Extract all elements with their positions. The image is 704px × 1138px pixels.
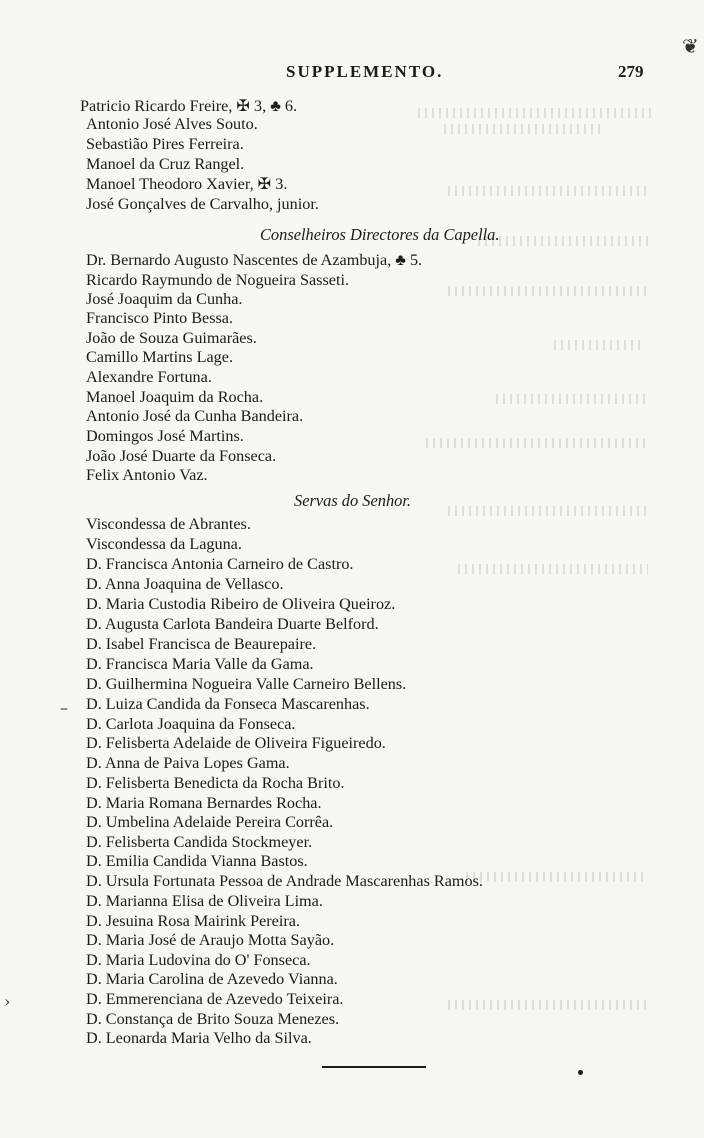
servant-line: D. Augusta Carlota Bandeira Duarte Belford. [86, 615, 379, 633]
bleed-through-texture [418, 108, 652, 118]
director-line: Ricardo Raymundo de Nogueira Sasseti. [86, 271, 349, 289]
servant-line: D. Leonarda Maria Velho da Silva. [86, 1029, 312, 1047]
director-line: José Joaquim da Cunha. [86, 290, 243, 308]
servant-line: D. Jesuina Rosa Mairink Pereira. [86, 912, 300, 930]
director-line: Camillo Martins Lage. [86, 348, 234, 366]
servant-line: D. Constança de Brito Souza Menezes. [86, 1010, 340, 1028]
page-number: 279 [618, 62, 644, 81]
bleed-through-texture [448, 1000, 648, 1010]
bleed-through-texture [478, 236, 648, 246]
servant-line: D. Anna Joaquina de Vellasco. [86, 575, 284, 593]
left-margin-mark: – [60, 698, 68, 717]
servant-line: Viscondessa de Abrantes. [86, 515, 251, 533]
corner-ink-mark: ❦ [682, 34, 699, 58]
servant-line: Viscondessa da Laguna. [86, 535, 242, 553]
director-line: Felix Antonio Vaz. [86, 466, 208, 484]
page-title: SUPPLEMENTO. [286, 62, 444, 81]
entry-line: José Gonçalves de Carvalho, junior. [86, 195, 319, 213]
servant-line: D. Marianna Elisa de Oliveira Lima. [86, 892, 323, 910]
servant-line: D. Felisberta Benedicta da Rocha Brito. [86, 774, 345, 792]
director-line: João de Souza Guimarães. [86, 329, 257, 347]
servant-line: D. Emmerenciana de Azevedo Teixeira. [86, 990, 344, 1008]
servant-line: D. Maria Ludovina do O' Fonseca. [86, 951, 311, 969]
director-line: Alexandre Fortuna. [86, 368, 212, 386]
servant-line: D. Luiza Candida da Fonseca Mascarenhas. [86, 695, 370, 713]
entry-line: Patricio Ricardo Freire, ✠ 3, ♣ 6. [80, 97, 298, 115]
bleed-through-texture [448, 286, 648, 296]
bleed-through-texture [466, 872, 646, 882]
entry-line: Manoel Theodoro Xavier, ✠ 3. [86, 175, 288, 193]
servant-line: D. Umbelina Adelaide Pereira Corrêa. [86, 813, 334, 831]
bleed-through-texture [448, 186, 646, 196]
bleed-through-texture [426, 438, 646, 448]
director-line: Manoel Joaquim da Rocha. [86, 388, 264, 406]
servant-line: D. Isabel Francisca de Beaurepaire. [86, 635, 317, 653]
bleed-through-texture [458, 564, 648, 574]
director-line: Domingos José Martins. [86, 427, 244, 445]
section-heading: Servas do Senhor. [294, 491, 411, 510]
servant-line: D. Ursula Fortunata Pessoa de Andrade Mascarenhas Ramos. [86, 872, 483, 890]
servant-line: D. Guilhermina Nogueira Valle Carneiro Bellens. [86, 675, 407, 693]
servant-line: D. Felisberta Adelaide de Oliveira Figueiredo. [86, 734, 386, 752]
servant-line: D. Emilia Candida Vianna Bastos. [86, 852, 308, 870]
director-line: Dr. Bernardo Augusto Nascentes de Azambuja, ♣ 5. [86, 251, 423, 269]
servant-line: D. Maria Custodia Ribeiro de Oliveira Queiroz. [86, 595, 396, 613]
section-heading: Conselheiros Directores da Capella. [260, 225, 500, 244]
servant-line: D. Maria Carolina de Azevedo Vianna. [86, 970, 338, 988]
servant-line: D. Francisca Antonia Carneiro de Castro. [86, 555, 354, 573]
page-header [0, 62, 704, 88]
bleed-through-texture [444, 124, 604, 134]
bleed-through-texture [448, 506, 648, 516]
entry-line: Manoel da Cruz Rangel. [86, 155, 245, 173]
left-margin-mark: › [4, 992, 11, 1011]
entry-line: Sebastião Pires Ferreira. [86, 135, 244, 153]
director-line: Francisco Pinto Bessa. [86, 309, 234, 327]
servant-line: D. Carlota Joaquina da Fonseca. [86, 715, 296, 733]
bleed-through-texture [554, 340, 644, 350]
servant-line: D. Maria José de Araujo Motta Sayão. [86, 931, 335, 949]
servant-line: D. Felisberta Candida Stockmeyer. [86, 833, 313, 851]
entry-line: Antonio José Alves Souto. [86, 115, 258, 133]
director-line: João José Duarte da Fonseca. [86, 447, 277, 465]
servant-line: D. Francisca Maria Valle da Gama. [86, 655, 314, 673]
ink-dot [578, 1070, 583, 1075]
director-line: Antonio José da Cunha Bandeira. [86, 407, 304, 425]
closing-rule [322, 1066, 426, 1068]
servant-line: D. Maria Romana Bernardes Rocha. [86, 794, 322, 812]
bleed-through-texture [496, 394, 646, 404]
servant-line: D. Anna de Paiva Lopes Gama. [86, 754, 290, 772]
